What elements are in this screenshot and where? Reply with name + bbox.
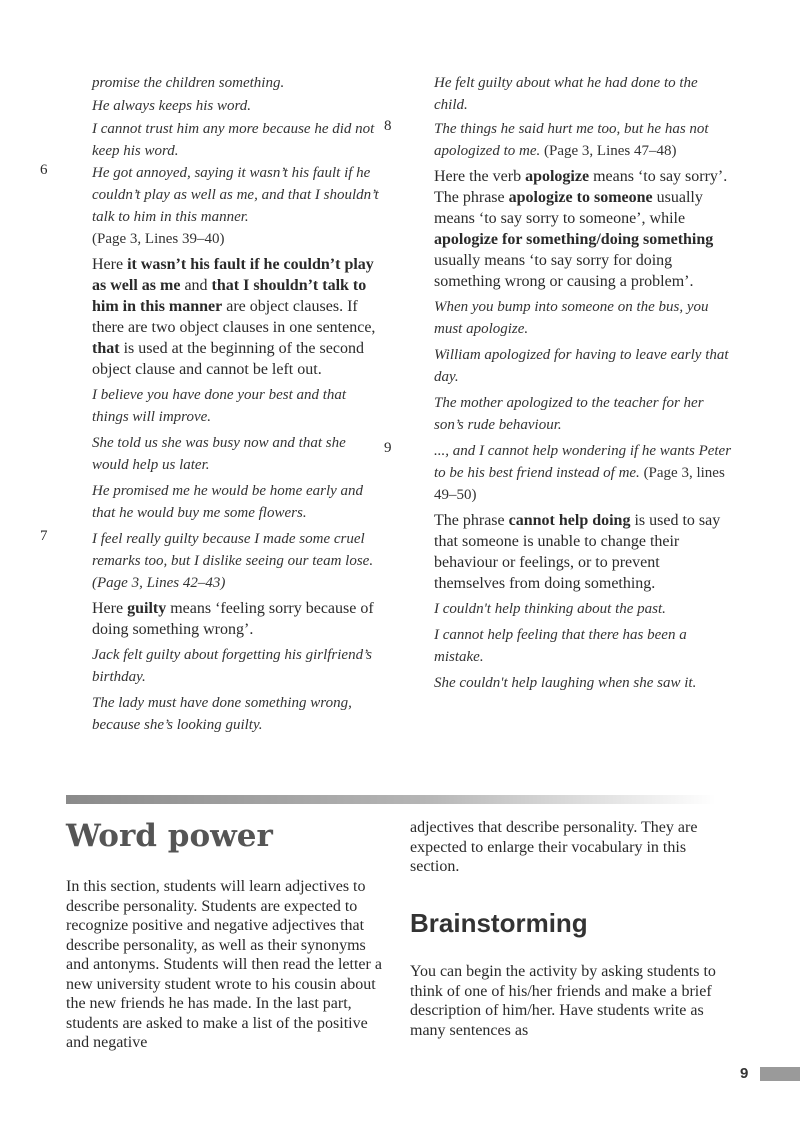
example-sentence: The mother apologized to the teacher for her son’s rude behaviour. xyxy=(434,395,704,433)
example-sentence: The lady must have done something wrong, because she’s looking guilty. xyxy=(92,695,352,733)
explanation-bold: apologize to someone xyxy=(508,189,653,206)
explanation-text: usually means ‘to say sorry to someone’, while xyxy=(434,189,703,227)
explanation-text: Here xyxy=(92,256,128,273)
example-line: promise the children something. xyxy=(92,75,285,91)
example-sentence: I couldn't help thinking about the past. xyxy=(434,601,666,617)
explanation-text: Here xyxy=(92,600,128,617)
example-line: He felt guilty about what he had done to the child. xyxy=(434,75,698,113)
quote-text: The things he said hurt me too, but he has not apologized to me. xyxy=(434,121,709,159)
example-sentence: I cannot help feeling that there has been a mistake. xyxy=(434,627,687,665)
explanation-bold: it wasn’t his fault if he couldn’t play as well as me xyxy=(92,256,374,294)
example-sentence: He promised me he would be home early and that he would buy me some flowers. xyxy=(92,483,364,521)
note-item-7 xyxy=(40,528,386,736)
explanation-bold: that xyxy=(92,340,120,357)
example-sentence: She told us she was busy now and that she would help us later. xyxy=(92,435,346,473)
section-title-word-power: Word power xyxy=(66,818,273,854)
example-sentence: William apologized for having to leave early that day. xyxy=(434,347,729,385)
note-item-6 xyxy=(40,162,386,524)
right-column xyxy=(384,72,732,698)
explanation-text: is used at the beginning of the second object clause and cannot be left out. xyxy=(92,340,364,378)
quote-text: ..., and I cannot help wondering if he wants Peter to be his best friend instead of me. xyxy=(434,443,732,481)
explanation-text: and xyxy=(180,277,212,294)
explanation-bold: that I shouldn’t talk to him in this manner xyxy=(92,277,367,315)
explanation xyxy=(434,510,732,594)
explanation xyxy=(434,166,732,292)
explanation-text: is used to say that someone is unable to change their behaviour or feelings, or to prevent themselves from doing something. xyxy=(434,512,721,592)
explanation-text: means ‘to say sorry’. The phrase xyxy=(434,168,728,206)
explanation-bold: guilty xyxy=(127,600,167,617)
explanation-text: are object clauses. If there are two object clauses in one sentence, xyxy=(92,298,376,336)
item-number: 8 xyxy=(384,118,392,134)
quote-reference: (Page 3, Lines 39–40) xyxy=(92,231,225,247)
page-number: 9 xyxy=(740,1065,749,1082)
note-item-9 xyxy=(384,440,732,694)
example-sentence: She couldn't help laughing when she saw it. xyxy=(434,675,697,691)
note-item-8 xyxy=(384,118,732,436)
explanation xyxy=(92,254,386,380)
section-divider xyxy=(66,795,716,804)
explanation-bold: apologize for something/doing something xyxy=(434,231,714,248)
section-title-brainstorming: Brainstorming xyxy=(410,908,588,938)
quote xyxy=(92,162,386,250)
quote-text: He got annoyed, saying it wasn’t his fault if he couldn’t play as well as me, and that I shouldn’t talk to him in this manner. xyxy=(92,165,379,225)
quote-reference: (Page 3, lines 49–50) xyxy=(434,465,725,503)
explanation-bold: apologize xyxy=(525,168,590,185)
brainstorming-body: You can begin the activity by asking students to think of one of his/her friends and make a brief description of him/her. Have students write as many sentences as xyxy=(410,963,716,1039)
explanation-text: The phrase xyxy=(434,512,509,529)
example-sentence: When you bump into someone on the bus, you must apologize. xyxy=(434,299,709,337)
word-power-body: In this section, students will learn adjectives to describe personality. Students are expected to recognize positive and negative adjectives that describe personality, as well as their synonyms and antonyms. Students will then read the letter a new university student wrote to his cousin about the new friends he has made. In the last part, students are asked to make a list of the positive and negative xyxy=(66,878,382,1051)
item-number: 6 xyxy=(40,162,48,178)
item-number: 7 xyxy=(40,528,48,544)
quote-reference: (Page 3, Lines 42–43) xyxy=(92,575,226,591)
explanation-text: usually means ‘to say sorry for doing something wrong or causing a problem’. xyxy=(434,252,694,290)
quote xyxy=(434,440,732,506)
word-power-body-continued: adjectives that describe personality. They are expected to enlarge their vocabulary in this section. xyxy=(410,819,698,875)
explanation-bold: cannot help doing xyxy=(508,512,631,529)
page-number-bar xyxy=(760,1067,800,1081)
quote-text: I feel really guilty because I made some cruel remarks too, but I dislike seeing our team lose. xyxy=(92,531,374,569)
explanation-text: Here the verb xyxy=(434,168,526,185)
explanation xyxy=(92,598,386,640)
example-line: He always keeps his word. xyxy=(92,98,252,114)
quote xyxy=(434,118,732,162)
item-number: 9 xyxy=(384,440,392,456)
example-sentence: Jack felt guilty about forgetting his girlfriend’s birthday. xyxy=(92,647,372,685)
example-line: I cannot trust him any more because he did not keep his word. xyxy=(92,121,375,159)
example-sentence: I believe you have done your best and that things will improve. xyxy=(92,387,347,425)
quote xyxy=(92,528,386,594)
explanation-text: means ‘feeling sorry because of doing something wrong’. xyxy=(92,600,374,638)
left-column xyxy=(40,72,386,740)
quote-reference: (Page 3, Lines 47–48) xyxy=(544,143,677,159)
